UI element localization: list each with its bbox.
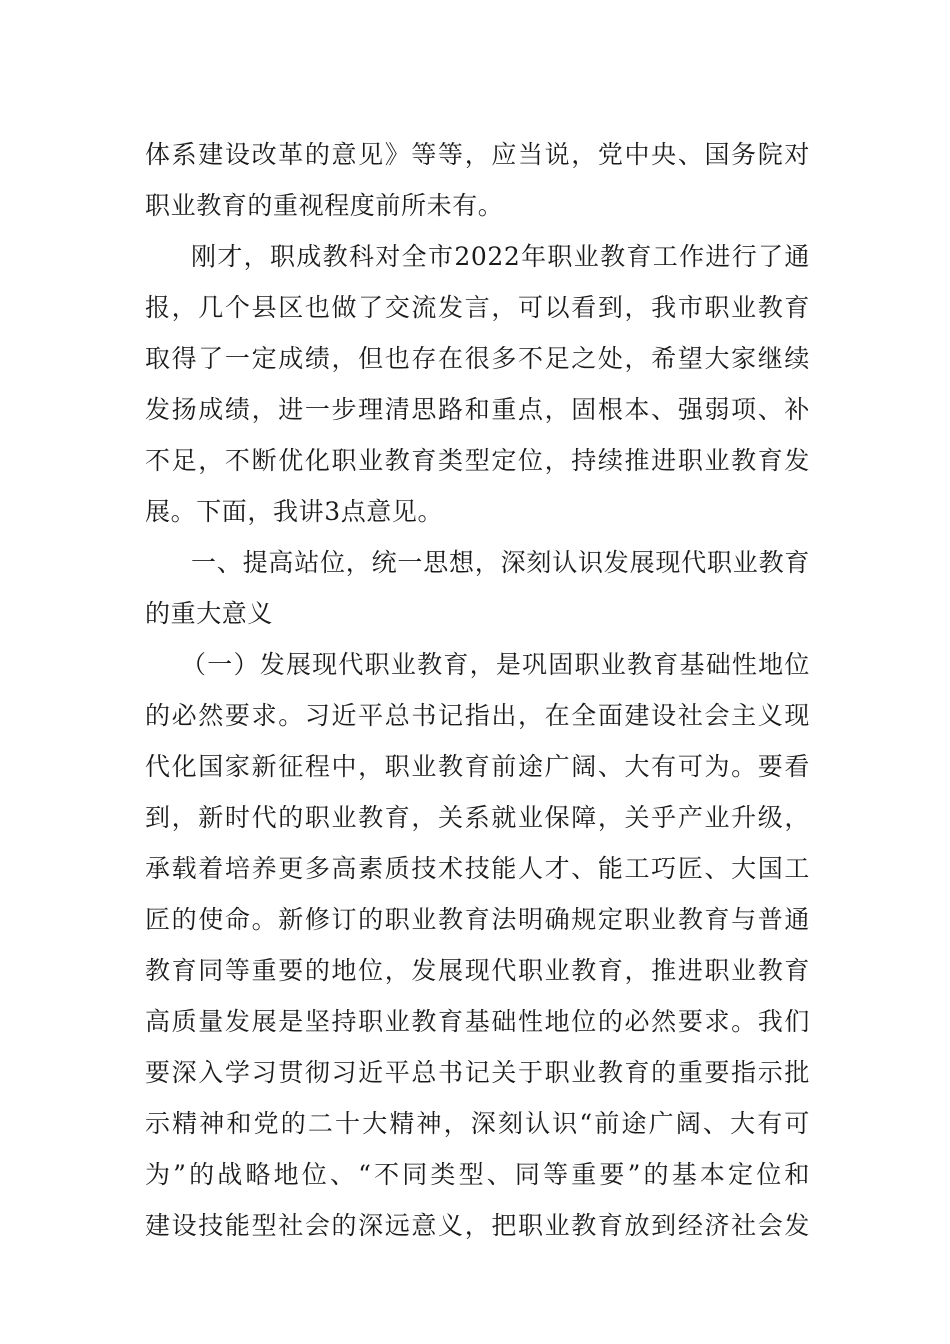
text-line: 要深入学习贯彻习近平总书记关于职业教育的重要指示批 [145, 1058, 810, 1087]
text-line: 报，几个县区也做了交流发言，可以看到，我市职业教育 [145, 293, 810, 322]
text-line: 刚才，职成教科对全市2022年职业教育工作进行了通 [191, 242, 810, 271]
text-line: 到，新时代的职业教育，关系就业保障，关乎产业升级， [145, 803, 810, 832]
text-line: 为”的战略地位、“不同类型、同等重要”的基本定位和 [145, 1160, 810, 1189]
text-line: 职业教育的重视程度前所未有。 [145, 191, 504, 220]
text-line: 承载着培养更多高素质技术技能人才、能工巧匠、大国工 [145, 854, 810, 883]
text-line: 高质量发展是坚持职业教育基础性地位的必然要求。我们 [145, 1007, 810, 1036]
text-line: 的必然要求。习近平总书记指出，在全面建设社会主义现 [145, 701, 810, 730]
text-line: 体系建设改革的意见》等等，应当说，党中央、国务院对 [145, 140, 810, 169]
text-line: 示精神和党的二十大精神，深刻认识“前途广阔、大有可 [145, 1109, 810, 1138]
text-line: 代化国家新征程中，职业教育前途广阔、大有可为。要看 [145, 752, 810, 781]
text-line: 发扬成绩，进一步理清思路和重点，固根本、强弱项、补 [145, 395, 810, 424]
text-line: 匠的使命。新修订的职业教育法明确规定职业教育与普通 [145, 905, 810, 934]
text-line: 取得了一定成绩，但也存在很多不足之处，希望大家继续 [145, 344, 810, 373]
document-body [145, 129, 810, 1251]
text-line: 建设技能型社会的深远意义，把职业教育放到经济社会发 [145, 1211, 810, 1240]
section-heading-line: 的重大意义 [145, 599, 274, 628]
section-heading-line: 一、提高站位，统一思想，深刻认识发展现代职业教育 [191, 548, 810, 577]
text-line: 教育同等重要的地位，发展现代职业教育，推进职业教育 [145, 956, 810, 985]
text-line: 展。下面，我讲3点意见。 [145, 497, 444, 526]
subsection-line: （一）发展现代职业教育，是巩固职业教育基础性地位 [181, 650, 810, 679]
text-line: 不足，不断优化职业教育类型定位，持续推进职业教育发 [145, 446, 810, 475]
